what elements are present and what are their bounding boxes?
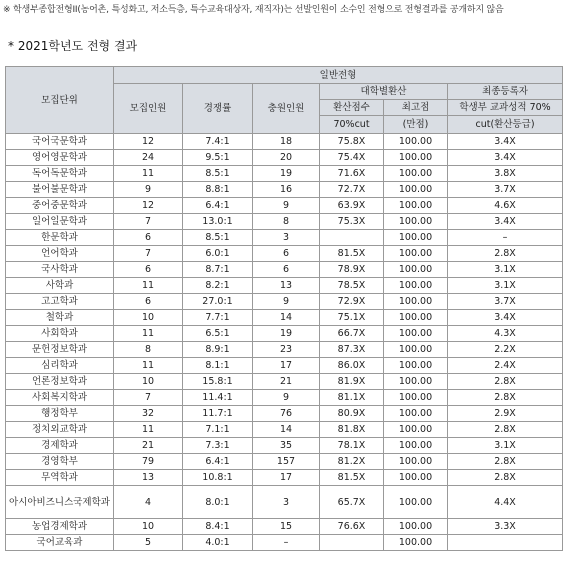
cell-score: 75.1X <box>320 310 384 326</box>
cell-rate: 8.5:1 <box>183 166 253 182</box>
cell-added: 17 <box>253 358 320 374</box>
cell-max: 100.00 <box>384 358 448 374</box>
table-row <box>6 198 563 214</box>
cell-grade: 2.8X <box>448 246 563 262</box>
section-heading: * 2021학년도 전형 결과 <box>8 39 138 53</box>
cell-max: 100.00 <box>384 182 448 198</box>
cell-grade: 3.1X <box>448 262 563 278</box>
cell-rate: 10.8:1 <box>183 470 253 486</box>
cell-max: 100.00 <box>384 214 448 230</box>
table-row <box>6 150 563 166</box>
cell-quota: 11 <box>114 358 183 374</box>
cell-dept: 고고학과 <box>6 294 114 310</box>
cell-rate: 15.8:1 <box>183 374 253 390</box>
table-row <box>6 358 563 374</box>
cell-quota: 7 <box>114 246 183 262</box>
cell-score: 81.8X <box>320 422 384 438</box>
cell-grade: 3.1X <box>448 438 563 454</box>
cell-quota: 10 <box>114 374 183 390</box>
cell-quota: 9 <box>114 182 183 198</box>
cell-grade: 3.4X <box>448 310 563 326</box>
header-final-line2: cut(환산등급) <box>448 116 563 134</box>
cell-dept: 경영학부 <box>6 454 114 470</box>
cell-max: 100.00 <box>384 470 448 486</box>
table-row <box>6 535 563 551</box>
cell-score: 72.9X <box>320 294 384 310</box>
cell-dept: 일어일문학과 <box>6 214 114 230</box>
cell-quota: 10 <box>114 519 183 535</box>
header-quota: 모집인원 <box>114 84 183 134</box>
header-final-line1: 학생부 교과성적 70% <box>448 100 563 116</box>
cell-rate: 7.4:1 <box>183 134 253 150</box>
cell-max: 100.00 <box>384 246 448 262</box>
cell-rate: 8.8:1 <box>183 182 253 198</box>
cell-quota: 32 <box>114 406 183 422</box>
cell-grade: 2.4X <box>448 358 563 374</box>
cell-rate: 8.0:1 <box>183 486 253 519</box>
cell-added: 8 <box>253 214 320 230</box>
cell-rate: 4.0:1 <box>183 535 253 551</box>
cell-added: 23 <box>253 342 320 358</box>
cell-score <box>320 230 384 246</box>
cell-quota: 7 <box>114 214 183 230</box>
cell-grade: 3.1X <box>448 278 563 294</box>
table-row <box>6 374 563 390</box>
cell-rate: 6.4:1 <box>183 198 253 214</box>
header-competition: 경쟁률 <box>183 84 253 134</box>
cell-added: 3 <box>253 486 320 519</box>
cell-max: 100.00 <box>384 535 448 551</box>
cell-grade: 3.4X <box>448 150 563 166</box>
cell-added: 15 <box>253 519 320 535</box>
cell-grade: 3.4X <box>448 134 563 150</box>
cell-rate: 7.3:1 <box>183 438 253 454</box>
cell-max: 100.00 <box>384 294 448 310</box>
cell-added: 35 <box>253 438 320 454</box>
cell-dept: 불어불문학과 <box>6 182 114 198</box>
cell-score: 78.5X <box>320 278 384 294</box>
cell-rate: 8.7:1 <box>183 262 253 278</box>
cell-max: 100.00 <box>384 406 448 422</box>
cell-max: 100.00 <box>384 374 448 390</box>
cell-added: 9 <box>253 198 320 214</box>
table-row <box>6 342 563 358</box>
cell-grade: 2.8X <box>448 374 563 390</box>
cell-score: 75.4X <box>320 150 384 166</box>
cell-grade: 2.8X <box>448 390 563 406</box>
cell-rate: 8.2:1 <box>183 278 253 294</box>
cell-score: 72.7X <box>320 182 384 198</box>
header-added: 충원인원 <box>253 84 320 134</box>
cell-score: 75.3X <box>320 214 384 230</box>
cell-score: 81.1X <box>320 390 384 406</box>
header-dept: 모집단위 <box>6 67 114 134</box>
cell-score: 71.6X <box>320 166 384 182</box>
cell-dept: 농업경제학과 <box>6 519 114 535</box>
header-final: 최종등록자 <box>448 84 563 100</box>
cell-dept: 언어학과 <box>6 246 114 262</box>
cell-max: 100.00 <box>384 262 448 278</box>
cell-dept: 무역학과 <box>6 470 114 486</box>
cell-score: 81.2X <box>320 454 384 470</box>
cell-grade: 3.8X <box>448 166 563 182</box>
cell-dept: 중어중문학과 <box>6 198 114 214</box>
cell-grade: 4.3X <box>448 326 563 342</box>
table-row <box>6 454 563 470</box>
cell-added: 14 <box>253 422 320 438</box>
cell-rate: 8.1:1 <box>183 358 253 374</box>
cell-added: 157 <box>253 454 320 470</box>
cell-score: 80.9X <box>320 406 384 422</box>
cell-rate: 8.4:1 <box>183 519 253 535</box>
table-row <box>6 390 563 406</box>
cell-dept: 행정학부 <box>6 406 114 422</box>
cell-added: 13 <box>253 278 320 294</box>
cell-quota: 4 <box>114 486 183 519</box>
cell-grade: – <box>448 230 563 246</box>
cell-max: 100.00 <box>384 230 448 246</box>
cell-added: 19 <box>253 166 320 182</box>
cell-quota: 7 <box>114 390 183 406</box>
cell-max: 100.00 <box>384 310 448 326</box>
cell-rate: 9.5:1 <box>183 150 253 166</box>
cell-dept: 사학과 <box>6 278 114 294</box>
cell-added: 9 <box>253 390 320 406</box>
cell-dept: 언론정보학과 <box>6 374 114 390</box>
cell-quota: 8 <box>114 342 183 358</box>
cell-quota: 11 <box>114 166 183 182</box>
disclaimer-note: ※ 학생부종합전형II(농어촌, 특성화고, 저소득층, 특수교육대상자, 재직자)는 선발인원이 소수인 전형으로 전형결과를 공개하지 않음 <box>3 5 504 15</box>
table-row <box>6 246 563 262</box>
cell-max: 100.00 <box>384 166 448 182</box>
table-row <box>6 422 563 438</box>
cell-rate: 11.7:1 <box>183 406 253 422</box>
cell-dept: 철학과 <box>6 310 114 326</box>
table-body <box>6 134 563 551</box>
cell-added: 20 <box>253 150 320 166</box>
cell-added: 17 <box>253 470 320 486</box>
table-row <box>6 326 563 342</box>
table-row <box>6 262 563 278</box>
header-score-line2: 70%cut <box>320 116 384 134</box>
cell-grade: 2.8X <box>448 470 563 486</box>
cell-dept: 심리학과 <box>6 358 114 374</box>
table-row <box>6 486 563 519</box>
cell-grade: 2.2X <box>448 342 563 358</box>
cell-grade: 3.7X <box>448 294 563 310</box>
cell-rate: 11.4:1 <box>183 390 253 406</box>
cell-max: 100.00 <box>384 454 448 470</box>
cell-rate: 13.0:1 <box>183 214 253 230</box>
cell-rate: 6.5:1 <box>183 326 253 342</box>
cell-dept: 국어교육과 <box>6 535 114 551</box>
table-row <box>6 166 563 182</box>
cell-dept: 국사학과 <box>6 262 114 278</box>
cell-score: 63.9X <box>320 198 384 214</box>
cell-score: 81.5X <box>320 470 384 486</box>
table-row <box>6 230 563 246</box>
cell-max: 100.00 <box>384 150 448 166</box>
cell-quota: 11 <box>114 326 183 342</box>
cell-rate: 27.0:1 <box>183 294 253 310</box>
cell-dept: 정치외교학과 <box>6 422 114 438</box>
cell-quota: 6 <box>114 230 183 246</box>
cell-quota: 6 <box>114 262 183 278</box>
cell-rate: 8.9:1 <box>183 342 253 358</box>
cell-score: 76.6X <box>320 519 384 535</box>
cell-grade: 4.4X <box>448 486 563 519</box>
cell-dept: 사회복지학과 <box>6 390 114 406</box>
cell-added: 9 <box>253 294 320 310</box>
cell-max: 100.00 <box>384 198 448 214</box>
cell-quota: 5 <box>114 535 183 551</box>
cell-grade <box>448 535 563 551</box>
cell-dept: 국어국문학과 <box>6 134 114 150</box>
cell-added: 19 <box>253 326 320 342</box>
cell-added: 21 <box>253 374 320 390</box>
cell-added: 6 <box>253 262 320 278</box>
cell-added: 6 <box>253 246 320 262</box>
cell-rate: 6.4:1 <box>183 454 253 470</box>
header-max-line1: 최고점 <box>384 100 448 116</box>
cell-quota: 10 <box>114 310 183 326</box>
cell-grade: 2.8X <box>448 422 563 438</box>
table-row <box>6 134 563 150</box>
cell-rate: 8.5:1 <box>183 230 253 246</box>
cell-rate: 6.0:1 <box>183 246 253 262</box>
cell-score: 78.1X <box>320 438 384 454</box>
cell-added: 76 <box>253 406 320 422</box>
cell-added: 16 <box>253 182 320 198</box>
cell-rate: 7.1:1 <box>183 422 253 438</box>
table-row <box>6 310 563 326</box>
cell-dept: 한문학과 <box>6 230 114 246</box>
cell-dept: 아시아비즈니스국제학과 <box>6 486 114 519</box>
cell-quota: 12 <box>114 198 183 214</box>
table-row <box>6 406 563 422</box>
cell-max: 100.00 <box>384 326 448 342</box>
cell-max: 100.00 <box>384 278 448 294</box>
cell-score: 87.3X <box>320 342 384 358</box>
cell-grade: 3.3X <box>448 519 563 535</box>
header-general: 일반전형 <box>114 67 563 84</box>
cell-grade: 3.4X <box>448 214 563 230</box>
cell-quota: 11 <box>114 422 183 438</box>
cell-dept: 경제학과 <box>6 438 114 454</box>
table-row <box>6 278 563 294</box>
cell-added: 18 <box>253 134 320 150</box>
cell-max: 100.00 <box>384 438 448 454</box>
cell-max: 100.00 <box>384 422 448 438</box>
cell-grade: 2.8X <box>448 454 563 470</box>
cell-max: 100.00 <box>384 519 448 535</box>
table-row <box>6 438 563 454</box>
cell-quota: 24 <box>114 150 183 166</box>
cell-score: 86.0X <box>320 358 384 374</box>
header-max-line2: (만점) <box>384 116 448 134</box>
cell-dept: 문헌정보학과 <box>6 342 114 358</box>
cell-max: 100.00 <box>384 134 448 150</box>
cell-max: 100.00 <box>384 342 448 358</box>
cell-score: 75.8X <box>320 134 384 150</box>
table-row <box>6 294 563 310</box>
cell-quota: 13 <box>114 470 183 486</box>
cell-quota: 11 <box>114 278 183 294</box>
cell-grade: 2.9X <box>448 406 563 422</box>
cell-score: 81.9X <box>320 374 384 390</box>
cell-dept: 독어독문학과 <box>6 166 114 182</box>
table-row <box>6 182 563 198</box>
cell-quota: 12 <box>114 134 183 150</box>
cell-score <box>320 535 384 551</box>
cell-added: 14 <box>253 310 320 326</box>
cell-score: 66.7X <box>320 326 384 342</box>
admission-results-table <box>5 66 563 551</box>
cell-quota: 21 <box>114 438 183 454</box>
cell-quota: 6 <box>114 294 183 310</box>
cell-max: 100.00 <box>384 390 448 406</box>
table-row <box>6 470 563 486</box>
table-row <box>6 214 563 230</box>
cell-quota: 79 <box>114 454 183 470</box>
cell-score: 81.5X <box>320 246 384 262</box>
cell-dept: 영어영문학과 <box>6 150 114 166</box>
cell-score: 78.9X <box>320 262 384 278</box>
cell-rate: 7.7:1 <box>183 310 253 326</box>
header-score-line1: 환산점수 <box>320 100 384 116</box>
cell-grade: 3.7X <box>448 182 563 198</box>
cell-added: – <box>253 535 320 551</box>
cell-grade: 4.6X <box>448 198 563 214</box>
header-suneung: 대학별환산 <box>320 84 448 100</box>
cell-dept: 사회학과 <box>6 326 114 342</box>
cell-score: 65.7X <box>320 486 384 519</box>
cell-added: 3 <box>253 230 320 246</box>
cell-max: 100.00 <box>384 486 448 519</box>
table-row <box>6 519 563 535</box>
